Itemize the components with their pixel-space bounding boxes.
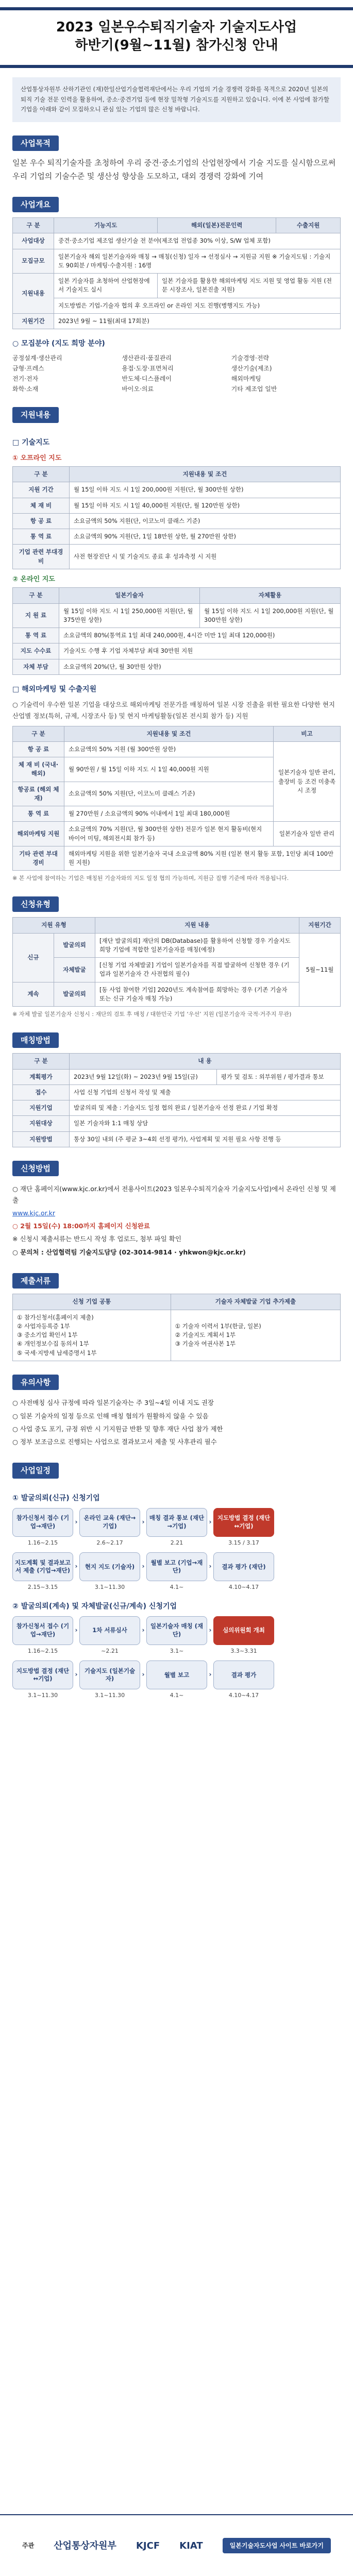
jobs-prefix: ○ 모집분야 (지도 희망 분야) [12, 340, 105, 348]
ov-row-val: 일본기술자 해외 일본기술자와 매칭 → 매칭(신청) 일자 → 선정심사 → 지원금 지원 ※ 기술지도팀 : 기술지도 90회분 / 마케팅·수출지원 : 16명 [54, 249, 341, 274]
mk-key: 해외마케팅 지원 [13, 822, 64, 846]
off-val: 소요금액의 50% 지원(단, 이코노미 클래스 기준) [70, 513, 341, 529]
mk-val: 소요금액의 50% 지원(단, 이코노미 클래스 기준) [64, 782, 274, 806]
off-key: 기업 관련 부대경비 [13, 545, 70, 569]
ty-period: 5월~11월 [299, 933, 341, 1007]
job-item: 생산기술(제조) [231, 365, 272, 372]
section-title-support: 지원내용 [12, 407, 59, 423]
on-head: 구 분 [13, 588, 59, 603]
ov-row-val: 중견·중소기업 제조업 생산기술 전 분야(제조업 전업종 30% 이상, S/W 업체 포함) [54, 233, 341, 249]
schedule-track-1: ① 발굴의뢰(신규) 신청기업 [12, 1494, 100, 1502]
section-title-types: 신청유형 [12, 896, 59, 912]
off-key: 체 재 비 [13, 498, 70, 513]
logo-kiat: KIAT [179, 2540, 203, 2551]
ov-row-key: 모집규모 [13, 249, 54, 274]
step [79, 1660, 140, 1700]
doc-left-item: ⑤ 국세·지방세 납세증명서 1부 [17, 1349, 97, 1357]
schedule-track-2: ② 발굴의뢰(계속) 및 자체발굴(신규/계속) 신청기업 [12, 1602, 177, 1611]
doc-left-item: ② 사업자등록증 1부 [17, 1322, 70, 1330]
mk-key: 항 공 료 [13, 741, 64, 757]
mk-key: 기타 관련 부대경비 [13, 846, 64, 871]
step-date: 4.1~ [170, 1692, 184, 1699]
types-table [12, 917, 341, 1007]
step [79, 1552, 140, 1592]
docs-table [12, 1294, 341, 1361]
schedule-row [12, 1508, 341, 1548]
ty-sub: 발굴의뢰 [54, 933, 95, 958]
ty-type: 계속 [13, 982, 54, 1007]
mt-val: 사업 신청 기업의 신청서 작성 및 제출 [70, 1084, 341, 1100]
types-note: ※ 자체 발굴 일본기술자 신청시 : 재단의 검토 후 매칭 / 대한민국 기업 ‘우선’ 지원 (일본기술자 국적·거주지 무관) [12, 1011, 292, 1018]
header [0, 7, 353, 68]
section-title-schedule: 사업일정 [12, 1463, 59, 1479]
step-box: 참가신청서 접수 (기업→재단) [12, 1616, 73, 1645]
section-title-overview: 사업개요 [12, 197, 59, 213]
host-label: 주관 [22, 2542, 35, 2549]
on-head: 일본기술자 [59, 588, 200, 603]
notice-item: ○ 사전매칭 심사 규정에 따라 일본기술자는 주 3일~4일 이내 지도 권장 [12, 1399, 214, 1407]
ov-head-3: 수출지원 [276, 218, 341, 233]
arrow-icon: › [75, 1671, 78, 1679]
mk-note: 일본기술자 일반 관리, 출장비 등 조건 미충족시 조정 [274, 741, 341, 822]
step-date: 3.1~11.30 [94, 1584, 125, 1591]
support-sub-1a: ① 오프라인 지도 [12, 454, 62, 462]
matching-table [12, 1053, 341, 1147]
doc-head: 신청 기업 공통 [13, 1294, 171, 1310]
ty-desc: [동 사업 참여한 기업] 2020년도 계속참여를 희망하는 경우 (기존 기술자 또는 신규 기술자 매칭 가능) [95, 982, 299, 1007]
mt-head: 구 분 [13, 1054, 70, 1069]
arrow-icon: › [209, 1671, 212, 1679]
step-date: ~2.21 [101, 1647, 119, 1654]
purpose-text: 일본 우수 퇴직기술자를 초청하여 우리 중견·중소기업의 산업현장에서 기술 지도를 실시함으로써 우리 기업의 기술수준 및 생산성 향상을 도모하고, 대외 경쟁력 강화에 기여 [12, 158, 336, 181]
title-line-2: 하반기(9월~11월) 참가신청 안내 [75, 38, 278, 54]
doc-right-item: ③ 기술자 여권사본 1부 [175, 1340, 236, 1348]
online-table [12, 587, 341, 675]
step-date: 3.3~3.31 [230, 1647, 257, 1654]
ty-type: 신규 [13, 933, 54, 982]
mk-val: 소요금액의 70% 지원(단, 월 300만원 상한) 전문가 일본 현지 활동비(현지 바이어 미팅, 해외전시회 참가 등) [64, 822, 274, 846]
mt-head: 내 용 [70, 1054, 341, 1069]
mt-val: 일본 기술자와 1:1 매칭 상담 [70, 1116, 341, 1131]
step-box: 결과 평가 [213, 1660, 274, 1689]
arrow-icon: › [142, 1671, 145, 1679]
section-title-purpose: 사업목적 [12, 135, 59, 151]
ty-desc: [신청 기업 자체발굴] 기업이 일본기술자를 직접 발굴하여 신청한 경우 (기업과 일본기술자 간 사전협의 필수) [95, 958, 299, 982]
apply-line-2: ○ 2월 15일(수) 18:00까지 홈페이지 신청완료 [12, 1222, 150, 1230]
doc-right-item: ② 기술지도 계획서 1부 [175, 1331, 236, 1339]
job-item: 해외마케팅 [231, 375, 261, 383]
step-date: 3.1~11.30 [94, 1692, 125, 1699]
step [213, 1508, 274, 1548]
on-val: 월 15일 이하 지도 시 1일 250,000원 지원(단, 월 375만원 상한) [59, 603, 200, 628]
mk-key: 체 재 비 (국내·해외) [13, 757, 64, 782]
on-key: 통 역 료 [13, 628, 59, 643]
step-date: 4.10~4.17 [228, 1692, 259, 1699]
mt-val: 발굴의뢰 및 제출 : 기술지도 일정 협의 완료 / 일본기술자 선정 완료 / 기업 확정 [70, 1100, 341, 1116]
mt-val: 평가 및 검토 : 외부위원 / 평가결과 통보 [216, 1069, 340, 1084]
overview-table [12, 217, 341, 329]
notice-item: ○ 사업 중도 포기, 규정 위반 시 기지원금 반환 및 향후 재단 사업 참가 제한 [12, 1425, 223, 1433]
doc-left-item: ① 참가신청서(홈페이지 제출) [17, 1313, 94, 1321]
doc-left [13, 1310, 171, 1361]
ty-head: 지원기간 [299, 918, 341, 933]
step [79, 1508, 140, 1548]
mk-key: 통 역 료 [13, 806, 64, 822]
ty-sub: 발굴의뢰 [54, 982, 95, 1007]
marketing-note: ※ 본 사업에 참여하는 기업은 매칭된 기술자와의 지도 일정 협의 가능하며, 지원금 집행 기준에 따라 적용됩니다. [12, 875, 289, 882]
ov-row-val: 2023년 9월 ~ 11월(최대 17회분) [54, 313, 341, 329]
step-box: 지도방법 결정 (재단↔기업) [213, 1508, 274, 1537]
doc-right [171, 1310, 340, 1361]
ov-head-0: 구 분 [13, 218, 54, 233]
step [146, 1660, 207, 1700]
on-val: 월 15일 이하 지도 시 1일 200,000원 지원(단, 월 300만원 상한) [200, 603, 341, 628]
support-sub-2-text: ○ 기술력이 우수한 일본 기업을 대상으로 해외마케팅 전문가를 매칭하여 일본 시장 진출을 위한 필요한 다양한 현지 산업별 정보(특허, 규제, 시장조사 등) 및 현지 마케팅활동(일본 전시회 참가 등) 지원 [12, 700, 335, 720]
logo-kjcf: KJCF [136, 2540, 160, 2551]
mt-key: 접수 [13, 1084, 70, 1100]
ty-head: 지원 유형 [13, 918, 95, 933]
offline-table [12, 466, 341, 569]
jobs-grid [12, 353, 341, 394]
step-date: 3.15 / 3.17 [228, 1539, 259, 1546]
step-box: 온라인 교육 (재단→기업) [79, 1508, 140, 1537]
arrow-icon: › [142, 1563, 145, 1570]
off-head: 지원내용 및 조건 [70, 467, 341, 482]
off-val: 월 15일 이하 지도 시 1일 200,000원 지원(단, 월 300만원 상한) [70, 482, 341, 498]
step-box: 참가신청서 접수 (기업→재단) [12, 1508, 73, 1537]
step [12, 1552, 73, 1592]
step-box: 기술지도 (일본기술자) [79, 1660, 140, 1689]
step [12, 1616, 73, 1656]
mt-val: 2023년 9월 12일(화) ~ 2023년 9월 15일(금) [70, 1069, 217, 1084]
off-head: 구 분 [13, 467, 70, 482]
mk-head: 지원내용 및 조건 [64, 726, 274, 741]
mt-key: 지원기업 [13, 1100, 70, 1116]
step [146, 1616, 207, 1656]
step-date: 1.16~2.15 [27, 1647, 58, 1654]
step-box: 1차 서류심사 [79, 1616, 140, 1645]
ty-head: 지원 내용 [95, 918, 299, 933]
step [146, 1508, 207, 1548]
section-title-matching: 매칭방법 [12, 1032, 59, 1048]
step-box: 심의위원회 개최 [213, 1616, 274, 1645]
title-line-1: 2023 일본우수퇴직기술자 기술지도사업 [56, 20, 297, 35]
section-title-apply: 신청방법 [12, 1161, 59, 1177]
support-sub-1b: ② 온라인 지도 [12, 575, 55, 583]
step-box: 현지 지도 (기술자) [79, 1552, 140, 1581]
step [213, 1552, 274, 1592]
apply-line-1: ○ 재단 홈페이지(www.kjc.or.kr)에서 전용사이트(2023 일본우수퇴직기술자 기술지도사업)에서 온라인 신청 및 제출 [12, 1185, 336, 1204]
job-item: 기타 제조업 일반 [231, 385, 277, 393]
ov-row-key: 사업대상 [13, 233, 54, 249]
step [79, 1616, 140, 1656]
step [12, 1508, 73, 1548]
apply-link[interactable]: www.kjc.or.kr [12, 1209, 56, 1217]
step-box: 매칭 결과 통보 (재단→기업) [146, 1508, 207, 1537]
ov-head-2: 해외(일본)전문인력 [158, 218, 276, 233]
apply-link-row [12, 1208, 341, 1218]
logo-motie: 산업통상자원부 [54, 2540, 116, 2551]
off-key: 지원 기간 [13, 482, 70, 498]
off-val: 소요금액의 90% 지원(단, 1일 18만원 상한, 월 270만원 상한) [70, 529, 341, 545]
doc-right-item: ① 기술자 이력서 1부(한글, 일본) [175, 1322, 261, 1330]
mk-val: 월 90만원 / 월 15일 이하 지도 시 1일 40,000원 지원 [64, 757, 274, 782]
ty-sub: 자체발굴 [54, 958, 95, 982]
arrow-icon: › [142, 1626, 145, 1634]
mk-key: 항공료 (해외 체재) [13, 782, 64, 806]
arrow-icon: › [209, 1518, 212, 1526]
job-item: 용접·도장·표면처리 [122, 365, 174, 372]
support-sub-2: □ 해외마케팅 및 수출지원 [12, 685, 97, 693]
notice-item: ○ 정부 보조금으로 진행되는 사업으로 결과보고서 제출 및 사후관리 필수 [12, 1438, 217, 1446]
job-item: 화학·소재 [12, 385, 39, 393]
off-val: 사전 현장진단 시 및 기술지도 종료 후 성과측정 시 지원 [70, 545, 341, 569]
step-box: 지도계획 및 결과보고서 제출 (기업→재단) [12, 1552, 73, 1581]
ov-row-val: 지도방법은 기업-기술자 협의 후 오프라인 or 온라인 지도 진행(병행지도 가능) [54, 298, 341, 313]
schedule-row [12, 1552, 341, 1592]
ov-head-1: 기능지도 [54, 218, 158, 233]
ty-desc: [재단 발굴의뢰] 재단의 DB(Database)를 활용하여 신청할 경우 기술지도 희망 기업에 적합한 일본기술자를 매칭(예정) [95, 933, 299, 958]
step-box: 월별 보고 [146, 1660, 207, 1689]
on-val: 소요금액의 20%(단, 월 30만원 상한) [59, 659, 341, 674]
on-key: 자체 부담 [13, 659, 59, 674]
step [12, 1660, 73, 1700]
step-date: 3.1~11.30 [27, 1692, 58, 1699]
doc-left-item: ③ 중소기업 확인서 1부 [17, 1331, 78, 1339]
marketing-table [12, 726, 341, 871]
off-val: 월 15일 이하 지도 시 1일 40,000원 지원(단, 월 120만원 상한) [70, 498, 341, 513]
ov-row-val: 일본 기술자를 활용한 해외마케팅 지도 지원 및 영업 활동 지원 (전문 시장조사, 일본진출 지원) [158, 274, 341, 298]
step-date: 2.21 [170, 1539, 183, 1546]
off-key: 통 역 료 [13, 529, 70, 545]
mk-head: 구 분 [13, 726, 64, 741]
apply-line-4: ○ 문의처 : 산업협력팀 기술지도담당 (02-3014-9814 · yhkwon@kjc.or.kr) [12, 1248, 246, 1256]
intro-box: 산업통상자원부 산하기관인 (재)한일산업기술협력재단에서는 우리 기업의 기술 경쟁력 강화를 목적으로 2020년 일본의 퇴직 기술 전문 인력을 활용하여, 중소·중견기업 등에 현장 밀착형 기술지도를 지원하고 있습니다. 이에 본 사업에 참가할 기업을 아래와 같이 모집하오니 관심 있는 기업의 많은 신청 바랍니다. [12, 77, 341, 122]
step-date: 2.15~3.15 [27, 1584, 58, 1591]
arrow-icon: › [142, 1518, 145, 1526]
step-box: 월별 보고 (기업→재단) [146, 1552, 207, 1581]
step-box: 결과 평가 (재단) [213, 1552, 274, 1581]
apply-line-3: ※ 신청시 제출서류는 반드시 작성 후 업로드, 첨부 파일 확인 [12, 1235, 181, 1243]
step-date: 3.1~ [170, 1647, 184, 1654]
mk-val: 해외마케팅 지원을 위한 일본기술자 국내 소요금액 80% 지원 (일본 현지 활동 포함, 1인당 최대 100만원 지원) [64, 846, 341, 871]
job-item: 반도체·디스플레이 [122, 375, 172, 383]
on-val: 소요금액의 80%(통역료 1일 최대 240,000원, 4시간 미만 1일 최대 120,000원) [59, 628, 341, 643]
mt-val: 통상 30일 내외 (주 평균 3~4회 선정 평가), 사업계획 및 지원 필요 사항 진행 등 [70, 1131, 341, 1147]
on-key: 지도 수수료 [13, 643, 59, 659]
site-link-button[interactable]: 일본기술자도사업 사이트 바로가기 [223, 2538, 331, 2553]
step-date: 4.1~ [170, 1584, 184, 1591]
arrow-icon: › [209, 1563, 212, 1570]
mk-note: 일본기술자 일반 관리 [274, 822, 341, 846]
job-item: 기술경영·전략 [231, 354, 270, 362]
step-box: 일본기술자 매칭 (재단) [146, 1616, 207, 1645]
ov-row-key: 지원기간 [13, 313, 54, 329]
mk-val: 월 270만원 / 소요금액의 90% 이내에서 1일 최대 180,000원 [64, 806, 274, 822]
step-date: 1.16~2.15 [27, 1539, 58, 1546]
schedule-row [12, 1660, 341, 1700]
on-key: 지 원 료 [13, 603, 59, 628]
notice-item: ○ 일본 기술자의 일정 등으로 인해 매칭 협의가 원활하지 않을 수 있음 [12, 1412, 209, 1420]
mt-key: 지원대상 [13, 1116, 70, 1131]
job-item: 공정설계·생산관리 [12, 354, 62, 362]
job-item: 바이오·의료 [122, 385, 154, 393]
step-box: 지도방법 결정 (재단↔기업) [12, 1660, 73, 1689]
mk-val: 소요금액의 50% 지원 (월 300만원 상한) [64, 741, 274, 757]
job-item: 생산관리·품질관리 [122, 354, 172, 362]
ov-row-val: 일본 기술자를 초청하여 산업현장에서 기술지도 실시 [54, 274, 158, 298]
doc-head: 기술자 자체발굴 기업 추가제출 [171, 1294, 340, 1310]
arrow-icon: › [209, 1626, 212, 1634]
off-key: 항 공 료 [13, 513, 70, 529]
on-head: 자체활용 [200, 588, 341, 603]
job-item: 전기·전자 [12, 375, 39, 383]
job-item: 금형·프레스 [12, 365, 44, 372]
mk-head: 비고 [274, 726, 341, 741]
step-date: 4.10~4.17 [228, 1584, 259, 1591]
on-val: 기술지도 수행 후 기업 자체부담 최대 30만원 지원 [59, 643, 341, 659]
arrow-icon: › [75, 1518, 78, 1526]
section-title-notice: 유의사항 [12, 1375, 59, 1391]
arrow-icon: › [75, 1626, 78, 1634]
support-sub-1: □ 기술지도 [12, 438, 50, 447]
step [146, 1552, 207, 1592]
footer [0, 2514, 353, 2576]
step [213, 1616, 274, 1656]
mt-key: 계획평가 [13, 1069, 70, 1084]
arrow-icon: › [75, 1563, 78, 1570]
step [213, 1660, 274, 1700]
doc-left-item: ④ 개인정보수집 동의서 1부 [17, 1340, 89, 1348]
step-date: 2.6~2.17 [96, 1539, 123, 1546]
schedule-row [12, 1616, 341, 1656]
section-title-docs: 제출서류 [12, 1273, 59, 1289]
ov-row-key: 지원내용 [13, 274, 54, 314]
mt-key: 지원방법 [13, 1131, 70, 1147]
